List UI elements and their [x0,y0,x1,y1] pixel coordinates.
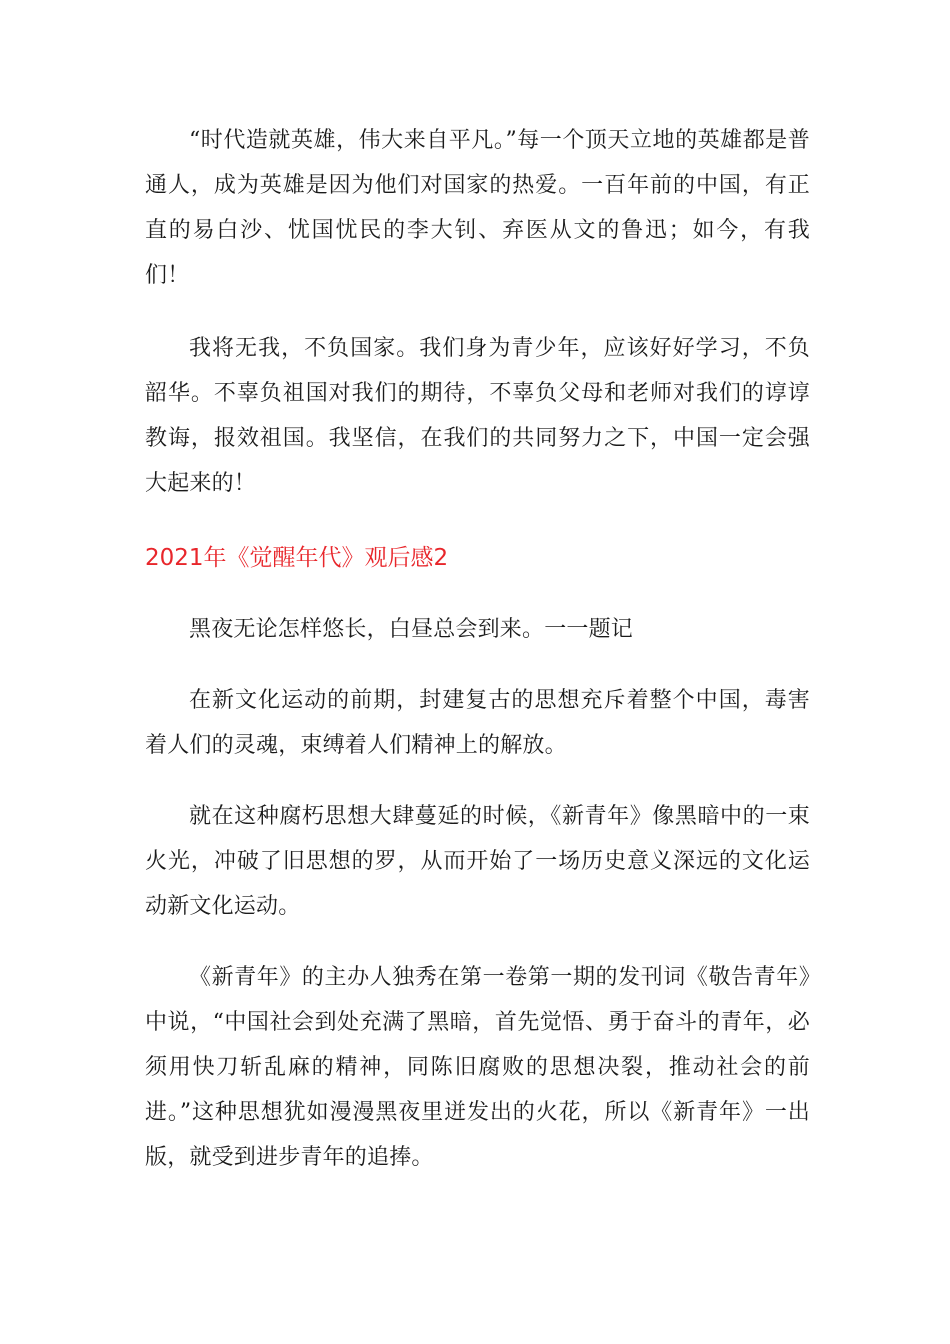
paragraph-new-youth-light: 就在这种腐朽思想大肆蔓延的时候，《新青年》像黑暗中的一束火光，冲破了旧思想的罗，从而开始了一场历史意义深远的文化运动新文化运动。 [145,804,810,919]
section-heading: 2021年《觉醒年代》观后感2 [145,545,449,571]
paragraph-early-new-culture: 在新文化运动的前期，封建复古的思想充斥着整个中国，毒害着人们的灵魂，束缚着人们精神上的解放。 [145,688,810,758]
paragraph-youth-duty: 我将无我，不负国家。我们身为青少年，应该好好学习，不负韶华。不辜负祖国对我们的期待，不辜负父母和老师对我们的谆谆教诲，报效祖国。我坚信，在我们的共同努力之下，中国一定会强大起来的！ [145,336,810,496]
document-body [145,118,810,1180]
paragraph-heroes: “时代造就英雄，伟大来自平凡。”每一个顶天立地的英雄都是普通人，成为英雄是因为他们对国家的热爱。一百年前的中国，有正直的易白沙、忧国忧民的李大钊、弃医从文的鲁迅；如今，有我们！ [145,128,810,288]
paragraph-epigraph: 黑夜无论怎样悠长，白昼总会到来。一一题记 [189,617,634,642]
paragraph-new-youth-founder: 《新青年》的主办人独秀在第一卷第一期的发刊词《敬告青年》中说，“中国社会到处充满了黑暗，首先觉悟、勇于奋斗的青年，必须用快刀斩乱麻的精神，同陈旧腐败的思想决裂，推动社会的前进。”这种思想犹如漫漫黑夜里迸发出的火花，所以《新青年》一出版，就受到进步青年的追捧。 [145,965,810,1170]
